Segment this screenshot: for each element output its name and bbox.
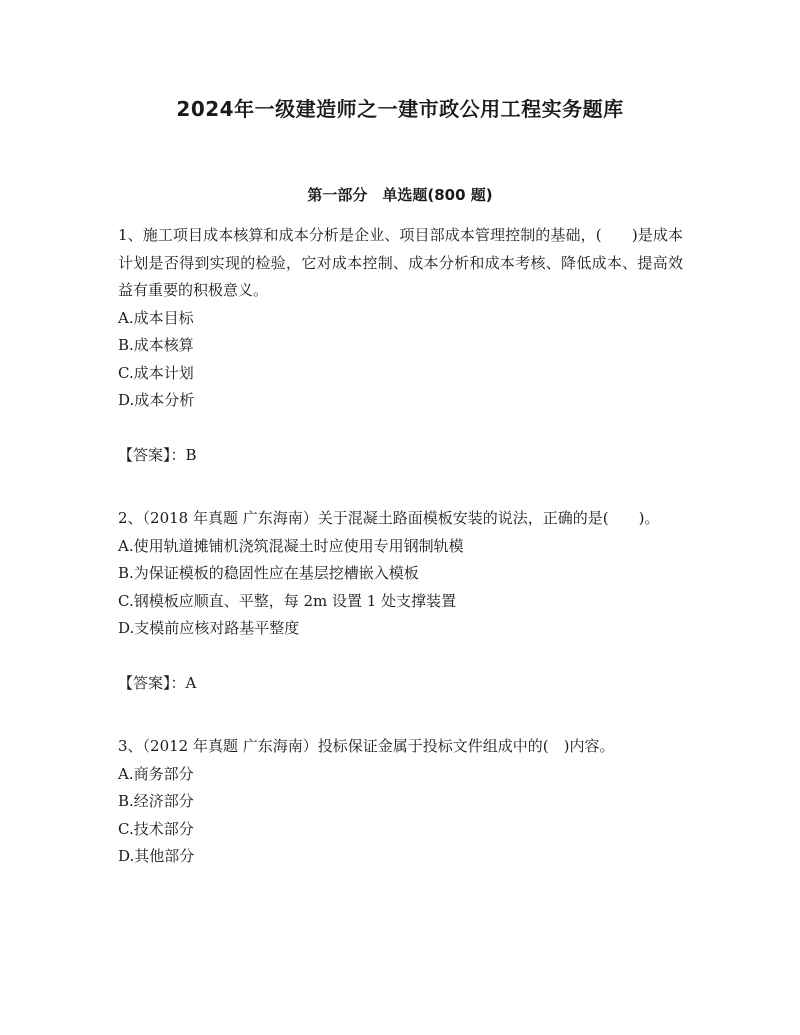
- option-d: D.成本分析: [118, 391, 195, 409]
- option-b: B.成本核算: [118, 336, 194, 354]
- answer-label: 【答案】：B: [118, 445, 197, 464]
- question-2: [118, 505, 683, 697]
- question-text: 2、（2018 年真题 广东海南）关于混凝土路面模板安装的说法，正确的是( )。: [118, 509, 660, 527]
- option-b: B.经济部分: [118, 792, 194, 810]
- option-b: B.为保证模板的稳固性应在基层挖槽嵌入模板: [118, 564, 419, 582]
- option-a: A.商务部分: [118, 764, 194, 783]
- question-spacer: [118, 469, 683, 505]
- question-text: 1、施工项目成本核算和成本分析是企业、项目部成本管理控制的基础，( )是成本计划是否得到实现的检验，它对成本控制、成本分析和成本考核、降低成本、提高效益有重要的积极意义。: [118, 226, 683, 299]
- option-d: D.其他部分: [118, 847, 195, 865]
- document-title: 2024年一级建造师之一建市政公用工程实务题库: [176, 97, 624, 121]
- option-c: C.成本计划: [118, 363, 194, 382]
- question-text: 3、（2012 年真题 广东海南）投标保证金属于投标文件组成中的( )内容。: [118, 737, 615, 755]
- option-d: D.支模前应核对路基平整度: [118, 619, 300, 637]
- answer-label: 【答案】：A: [118, 673, 197, 692]
- option-c: C.技术部分: [118, 819, 194, 838]
- section-heading: 第一部分 单选题(800 题): [307, 186, 493, 204]
- question-3: [118, 733, 683, 871]
- question-list: [118, 222, 683, 871]
- option-a: A.成本目标: [118, 308, 194, 327]
- option-a: A.使用轨道摊铺机浇筑混凝土时应使用专用钢制轨模: [118, 536, 464, 555]
- question-1: [118, 222, 683, 469]
- question-spacer: [118, 697, 683, 733]
- option-c: C.钢模板应顺直、平整，每 2m 设置 1 处支撑装置: [118, 591, 457, 610]
